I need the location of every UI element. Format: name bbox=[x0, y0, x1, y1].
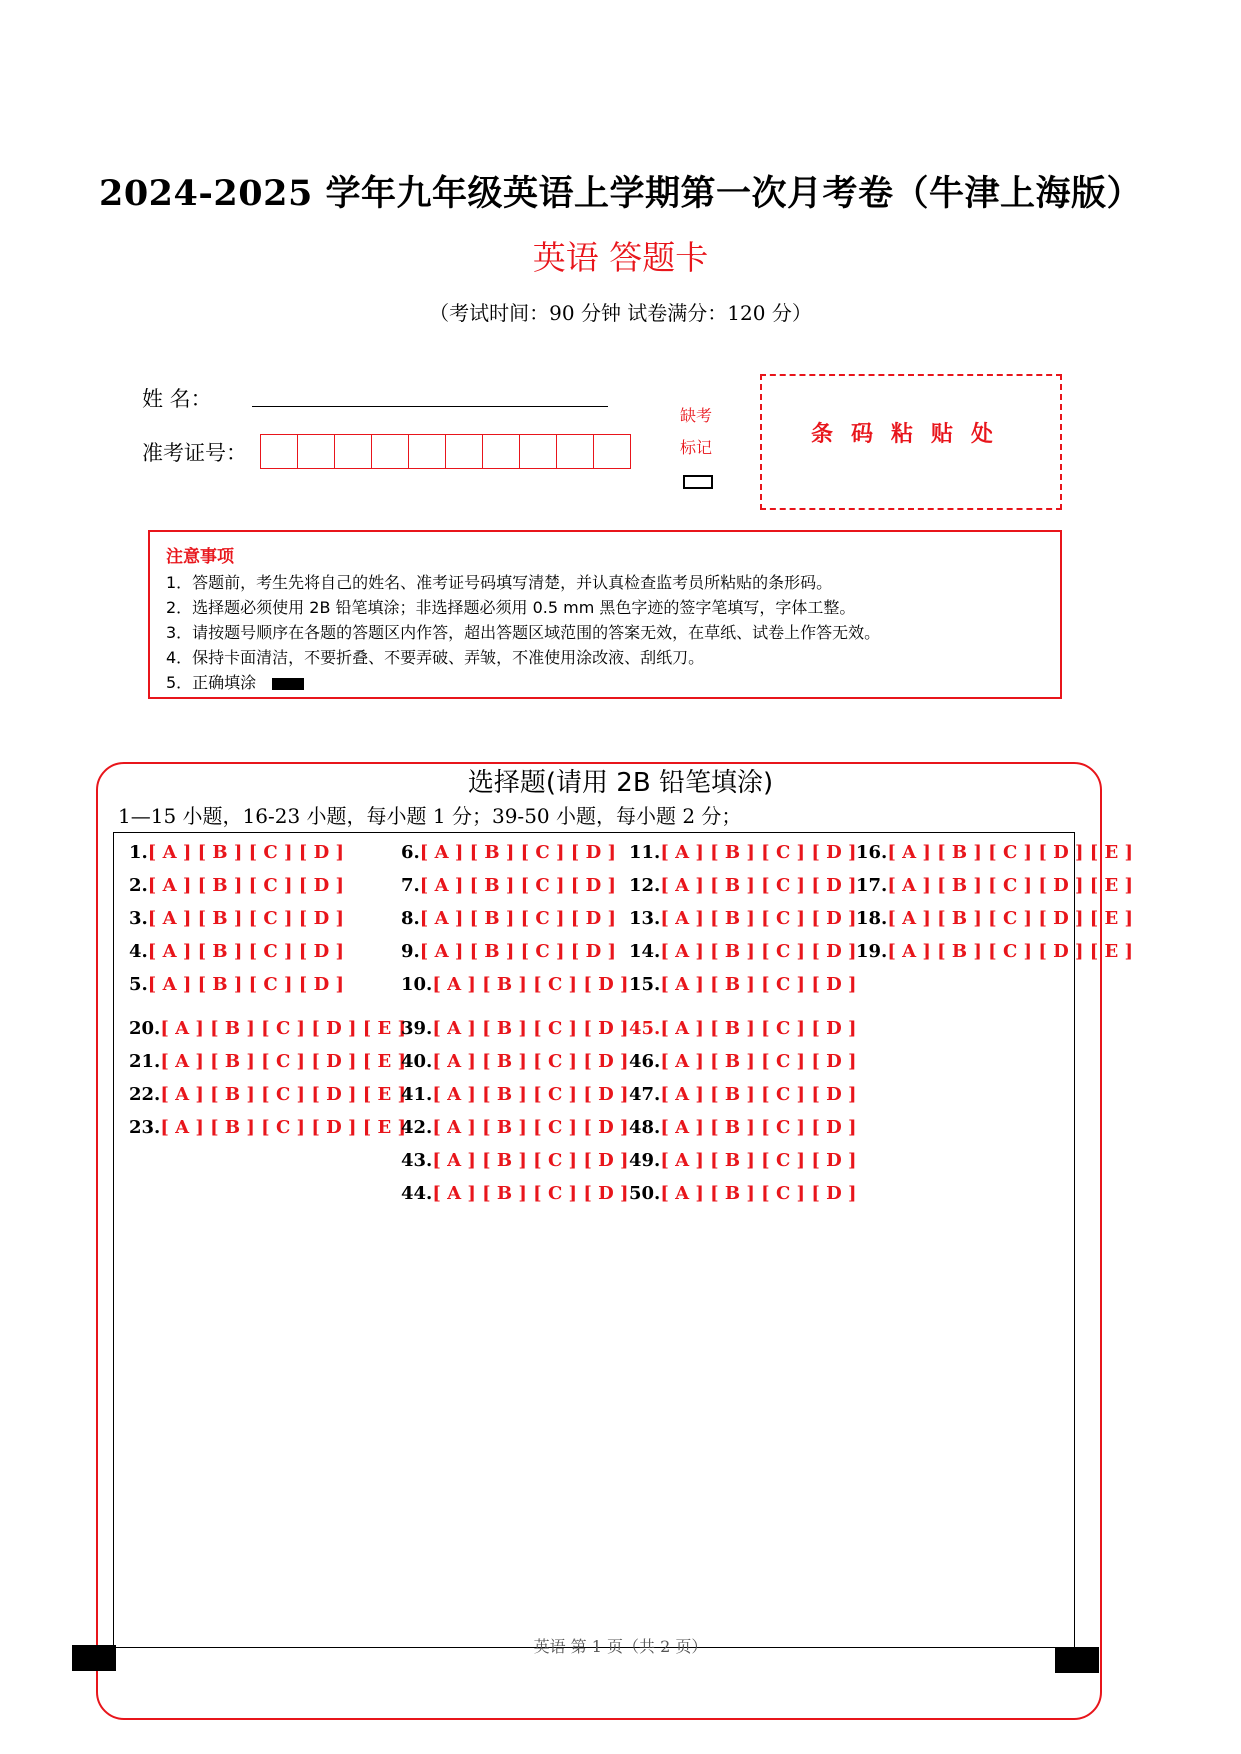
question-50 bbox=[629, 1183, 857, 1204]
question-10 bbox=[401, 974, 629, 995]
question-41 bbox=[401, 1084, 629, 1105]
page-subtitle: 英语 答题卡 bbox=[532, 238, 709, 277]
page-footer: 英语 第 1 页（共 2 页） bbox=[533, 1637, 708, 1656]
question-number: 44. bbox=[401, 1183, 433, 1204]
question-15 bbox=[629, 974, 857, 995]
answer-options[interactable]: [ A ] [ B ] [ C ] [ D ] [ E ] bbox=[887, 941, 1134, 962]
answer-options[interactable]: [ A ] [ B ] [ C ] [ D ] bbox=[419, 941, 616, 962]
id-digit-box[interactable] bbox=[520, 435, 557, 468]
question-45 bbox=[629, 1018, 857, 1039]
answer-options[interactable]: [ A ] [ B ] [ C ] [ D ] [ E ] bbox=[887, 908, 1134, 929]
id-digit-box[interactable] bbox=[335, 435, 372, 468]
id-digit-box[interactable] bbox=[594, 435, 630, 468]
question-42 bbox=[401, 1117, 629, 1138]
question-number: 17. bbox=[856, 875, 888, 896]
question-number: 39. bbox=[401, 1018, 433, 1039]
answer-options[interactable]: [ A ] [ B ] [ C ] [ D ] bbox=[432, 1084, 629, 1105]
question-2 bbox=[129, 875, 344, 896]
notice-item: 1．答题前，考生先将自己的姓名、准考证号码填写清楚，并认真检查监考员所粘贴的条形码。 bbox=[166, 573, 833, 592]
question-number: 18. bbox=[856, 908, 888, 929]
question-47 bbox=[629, 1084, 857, 1105]
section-scoring-note: 1—15 小题，16-23 小题，每小题 1 分；39-50 小题，每小题 2 分； bbox=[118, 804, 742, 828]
exam-info: （考试时间：90 分钟 试卷满分：120 分） bbox=[429, 301, 812, 325]
answer-options[interactable]: [ A ] [ B ] [ C ] [ D ] [ E ] bbox=[887, 875, 1134, 896]
answer-options[interactable]: [ A ] [ B ] [ C ] [ D ] bbox=[660, 842, 857, 863]
name-field[interactable] bbox=[252, 406, 608, 407]
answer-options[interactable]: [ A ] [ B ] [ C ] [ D ] [ E ] bbox=[160, 1117, 407, 1138]
answer-options[interactable]: [ A ] [ B ] [ C ] [ D ] bbox=[660, 908, 857, 929]
question-number: 12. bbox=[629, 875, 661, 896]
question-6 bbox=[401, 842, 616, 863]
answer-options[interactable]: [ A ] [ B ] [ C ] [ D ] bbox=[660, 1018, 857, 1039]
question-number: 48. bbox=[629, 1117, 661, 1138]
question-number: 9. bbox=[401, 941, 420, 962]
exam-id-boxes[interactable] bbox=[260, 434, 631, 469]
notice-item-label: 5．正确填涂 bbox=[166, 673, 257, 692]
barcode-label: 条码粘贴处 bbox=[810, 421, 1011, 447]
question-43 bbox=[401, 1150, 629, 1171]
answer-options[interactable]: [ A ] [ B ] [ C ] [ D ] bbox=[660, 941, 857, 962]
question-number: 19. bbox=[856, 941, 888, 962]
question-number: 47. bbox=[629, 1084, 661, 1105]
question-number: 16. bbox=[856, 842, 888, 863]
question-number: 23. bbox=[129, 1117, 161, 1138]
answer-options[interactable]: [ A ] [ B ] [ C ] [ D ] [ E ] bbox=[160, 1051, 407, 1072]
question-number: 21. bbox=[129, 1051, 161, 1072]
absent-mark-box[interactable] bbox=[683, 475, 713, 489]
question-4 bbox=[129, 941, 344, 962]
corner-mark-left bbox=[72, 1645, 116, 1671]
question-8 bbox=[401, 908, 616, 929]
question-9 bbox=[401, 941, 616, 962]
answer-options[interactable]: [ A ] [ B ] [ C ] [ D ] [ E ] bbox=[160, 1084, 407, 1105]
question-number: 22. bbox=[129, 1084, 161, 1105]
question-number: 6. bbox=[401, 842, 420, 863]
question-number: 4. bbox=[129, 941, 148, 962]
question-23 bbox=[129, 1117, 406, 1138]
answer-options[interactable]: [ A ] [ B ] [ C ] [ D ] bbox=[147, 875, 344, 896]
question-12 bbox=[629, 875, 857, 896]
question-46 bbox=[629, 1051, 857, 1072]
question-number: 11. bbox=[629, 842, 661, 863]
notice-item-fill-example bbox=[166, 670, 1044, 695]
question-number: 15. bbox=[629, 974, 661, 995]
question-14 bbox=[629, 941, 857, 962]
id-digit-box[interactable] bbox=[483, 435, 520, 468]
answer-options[interactable]: [ A ] [ B ] [ C ] [ D ] bbox=[147, 842, 344, 863]
question-3 bbox=[129, 908, 344, 929]
absent-label-line2: 标记 bbox=[679, 438, 712, 457]
barcode-area bbox=[760, 374, 1062, 510]
filled-mark-sample bbox=[272, 678, 304, 690]
question-number: 14. bbox=[629, 941, 661, 962]
question-20 bbox=[129, 1018, 406, 1039]
answer-options[interactable]: [ A ] [ B ] [ C ] [ D ] bbox=[419, 842, 616, 863]
page-title: 2024-2025 学年九年级英语上学期第一次月考卷（牛津上海版） bbox=[98, 173, 1143, 214]
exam-id-label: 准考证号： bbox=[142, 441, 247, 465]
answer-options[interactable]: [ A ] [ B ] [ C ] [ D ] bbox=[432, 1051, 629, 1072]
question-number: 42. bbox=[401, 1117, 433, 1138]
question-1 bbox=[129, 842, 344, 863]
answer-options[interactable]: [ A ] [ B ] [ C ] [ D ] [ E ] bbox=[160, 1018, 407, 1039]
question-39 bbox=[401, 1018, 629, 1039]
question-49 bbox=[629, 1150, 857, 1171]
absent-label-line1: 缺考 bbox=[679, 406, 712, 425]
section-title: 选择题(请用 2B 铅笔填涂) bbox=[467, 768, 774, 798]
id-digit-box[interactable] bbox=[446, 435, 483, 468]
answer-options[interactable]: [ A ] [ B ] [ C ] [ D ] bbox=[660, 974, 857, 995]
question-number: 3. bbox=[129, 908, 148, 929]
notice-title: 注意事项 bbox=[166, 547, 234, 567]
id-digit-box[interactable] bbox=[261, 435, 298, 468]
answer-options[interactable]: [ A ] [ B ] [ C ] [ D ] bbox=[147, 908, 344, 929]
question-number: 41. bbox=[401, 1084, 433, 1105]
question-number: 2. bbox=[129, 875, 148, 896]
id-digit-box[interactable] bbox=[372, 435, 409, 468]
question-number: 1. bbox=[129, 842, 148, 863]
question-number: 10. bbox=[401, 974, 433, 995]
answer-options[interactable]: [ A ] [ B ] [ C ] [ D ] bbox=[432, 1183, 629, 1204]
question-21 bbox=[129, 1051, 406, 1072]
answer-options[interactable]: [ A ] [ B ] [ C ] [ D ] bbox=[660, 1117, 857, 1138]
answer-options[interactable]: [ A ] [ B ] [ C ] [ D ] bbox=[432, 974, 629, 995]
question-number: 43. bbox=[401, 1150, 433, 1171]
question-13 bbox=[629, 908, 857, 929]
question-number: 45. bbox=[629, 1018, 661, 1039]
id-digit-box[interactable] bbox=[409, 435, 446, 468]
question-number: 46. bbox=[629, 1051, 661, 1072]
question-number: 50. bbox=[629, 1183, 661, 1204]
question-18 bbox=[856, 908, 1133, 929]
question-22 bbox=[129, 1084, 406, 1105]
id-digit-box[interactable] bbox=[298, 435, 335, 468]
question-19 bbox=[856, 941, 1133, 962]
answer-options[interactable]: [ A ] [ B ] [ C ] [ D ] bbox=[432, 1150, 629, 1171]
answer-options[interactable]: [ A ] [ B ] [ C ] [ D ] bbox=[660, 1084, 857, 1105]
notice-box bbox=[148, 530, 1062, 699]
answer-options[interactable]: [ A ] [ B ] [ C ] [ D ] bbox=[660, 1183, 857, 1204]
answer-options[interactable]: [ A ] [ B ] [ C ] [ D ] bbox=[147, 974, 344, 995]
question-number: 20. bbox=[129, 1018, 161, 1039]
answer-options[interactable]: [ A ] [ B ] [ C ] [ D ] bbox=[419, 908, 616, 929]
question-48 bbox=[629, 1117, 857, 1138]
answer-options[interactable]: [ A ] [ B ] [ C ] [ D ] [ E ] bbox=[887, 842, 1134, 863]
question-44 bbox=[401, 1183, 629, 1204]
question-16 bbox=[856, 842, 1133, 863]
answer-options[interactable]: [ A ] [ B ] [ C ] [ D ] bbox=[660, 875, 857, 896]
question-number: 5. bbox=[129, 974, 148, 995]
question-number: 7. bbox=[401, 875, 420, 896]
question-17 bbox=[856, 875, 1133, 896]
question-number: 49. bbox=[629, 1150, 661, 1171]
answer-options[interactable]: [ A ] [ B ] [ C ] [ D ] bbox=[419, 875, 616, 896]
notice-item: 3．请按题号顺序在各题的答题区内作答，超出答题区域范围的答案无效，在草纸、试卷上作答无效。 bbox=[166, 623, 881, 642]
question-11 bbox=[629, 842, 857, 863]
name-label: 姓 名： bbox=[142, 387, 212, 411]
question-number: 40. bbox=[401, 1051, 433, 1072]
question-number: 8. bbox=[401, 908, 420, 929]
notice-item: 2．选择题必须使用 2B 铅笔填涂；非选择题必须用 0.5 mm 黑色字迹的签字笔填写，字体工整。 bbox=[166, 598, 856, 617]
id-digit-box[interactable] bbox=[557, 435, 594, 468]
question-number: 13. bbox=[629, 908, 661, 929]
answer-options[interactable]: [ A ] [ B ] [ C ] [ D ] bbox=[660, 1051, 857, 1072]
answer-options[interactable]: [ A ] [ B ] [ C ] [ D ] bbox=[147, 941, 344, 962]
answer-options[interactable]: [ A ] [ B ] [ C ] [ D ] bbox=[432, 1018, 629, 1039]
answer-options[interactable]: [ A ] [ B ] [ C ] [ D ] bbox=[432, 1117, 629, 1138]
question-5 bbox=[129, 974, 344, 995]
notice-item: 4．保持卡面清洁，不要折叠、不要弄破、弄皱，不准使用涂改液、刮纸刀。 bbox=[166, 648, 705, 667]
question-7 bbox=[401, 875, 616, 896]
answer-options[interactable]: [ A ] [ B ] [ C ] [ D ] bbox=[660, 1150, 857, 1171]
corner-mark-right bbox=[1055, 1647, 1099, 1673]
question-40 bbox=[401, 1051, 629, 1072]
